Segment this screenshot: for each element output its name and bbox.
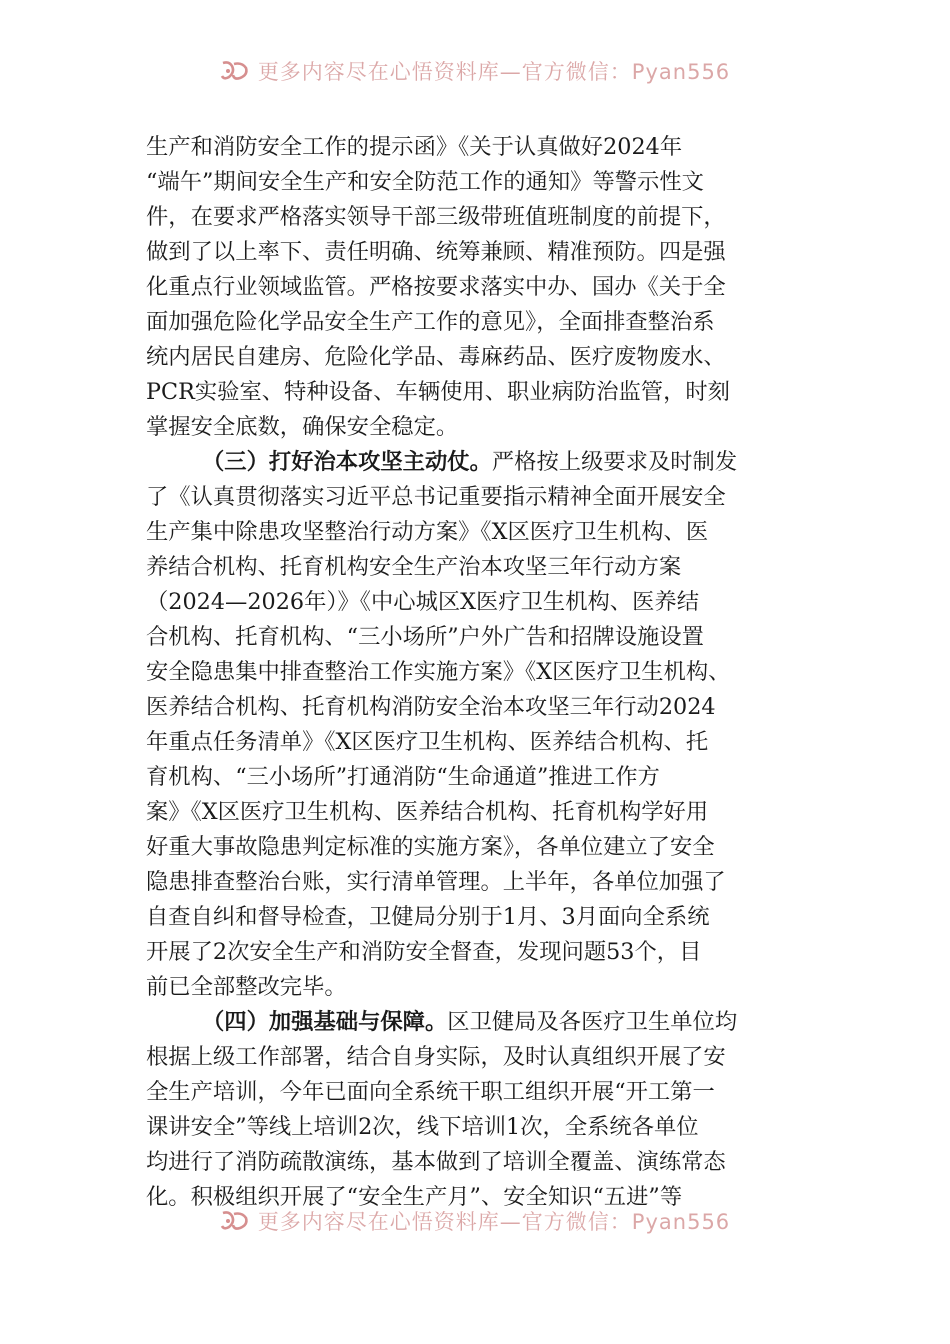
text-line: 医养结合机构、托育机构消防安全治本攻坚三年行动2024 [146,694,716,720]
section-heading-line [146,1005,806,1040]
document-body [146,130,806,1215]
text-line: 隐患排查整治台账，实行清单管理。上半年，各单位加强了 [146,869,726,895]
text-line: 掌握安全底数，确保安全稳定。 [146,414,459,440]
text-line: （2024—2026年）》《中心城区X医疗卫生机构、医养结 [146,589,699,615]
watermark-bottom [0,1204,950,1238]
section-heading-three: （三）打好治本攻坚主动仗。 [202,449,492,475]
watermark-text: 更多内容尽在心悟资料库—官方微信：Pyan556 [257,1210,731,1234]
text-line: 好重大事故隐患判定标准的实施方案》，各单位建立了安全 [146,834,715,860]
text-line: PCR实验室、特种设备、车辆使用、职业病防治监管，时刻 [146,379,730,405]
text-line: 做到了以上率下、责任明确、统筹兼顾、精准预防。四是强 [146,239,726,265]
text-line: 年重点任务清单》《X区医疗卫生机构、医养结合机构、托 [146,729,709,755]
section-four-paragraph [146,1005,806,1215]
section-three-paragraph [146,445,806,1005]
logo-icon [220,59,250,83]
text-line: 养结合机构、托育机构安全生产治本攻坚三年行动方案 [146,554,682,580]
watermark-top [0,54,950,88]
text-line: 全生产培训，今年已面向全系统干职工组织开展“开工第一 [146,1079,715,1105]
text-line: 件，在要求严格落实领导干部三级带班值班制度的前提下， [146,204,726,230]
paragraph-continuation [146,130,806,445]
text-line: 面加强危险化学品安全生产工作的意见》，全面排查整治系 [146,309,715,335]
text-line: 均进行了消防疏散演练，基本做到了培训全覆盖、演练常态 [146,1149,726,1175]
watermark-text: 更多内容尽在心悟资料库—官方微信：Pyan556 [257,60,731,84]
text-line: 统内居民自建房、危险化学品、毒麻药品、医疗废物废水、 [146,344,726,370]
text-line: 前已全部整改完毕。 [146,974,347,1000]
text-line: 自查自纠和督导检查，卫健局分别于1月、3月面向全系统 [146,904,710,930]
text-line: 课讲安全”等线上培训2次，线下培训1次，全系统各单位 [146,1114,699,1140]
text-line: 案》《X区医疗卫生机构、医养结合机构、托育机构学好用 [146,799,709,825]
text-line: 安全隐患集中排查整治工作实施方案》《X区医疗卫生机构、 [146,659,731,685]
section-heading-line [146,445,806,480]
text-line: 了《认真贯彻落实习近平总书记重要指示精神全面开展安全 [146,484,726,510]
text-line: 化重点行业领域监管。严格按要求落实中办、国办《关于全 [146,274,726,300]
text-line: “端午”期间安全生产和安全防范工作的通知》等警示性文 [146,169,704,195]
text-line: 根据上级工作部署，结合自身实际，及时认真组织开展了安 [146,1044,726,1070]
text-line: 生产集中除患攻坚整治行动方案》《X区医疗卫生机构、医 [146,519,709,545]
section-heading-four: （四）加强基础与保障。 [202,1009,448,1035]
text-line: 生产和消防安全工作的提示函》《关于认真做好2024年 [146,134,683,160]
heading-line-text: 区卫健局及各医疗卫生单位均 [447,1009,738,1035]
text-line: 化。积极组织开展了“安全生产月”、安全知识“五进”等 [146,1184,683,1210]
text-line: 育机构、“三小场所”打通消防“生命通道”推进工作方 [146,764,660,790]
logo-icon [220,1209,250,1233]
heading-line-text: 严格按上级要求及时制发 [491,449,738,475]
text-line: 开展了2次安全生产和消防安全督查，发现问题53个，目 [146,939,702,965]
text-line: 合机构、托育机构、“三小场所”户外广告和招牌设施设置 [146,624,704,650]
